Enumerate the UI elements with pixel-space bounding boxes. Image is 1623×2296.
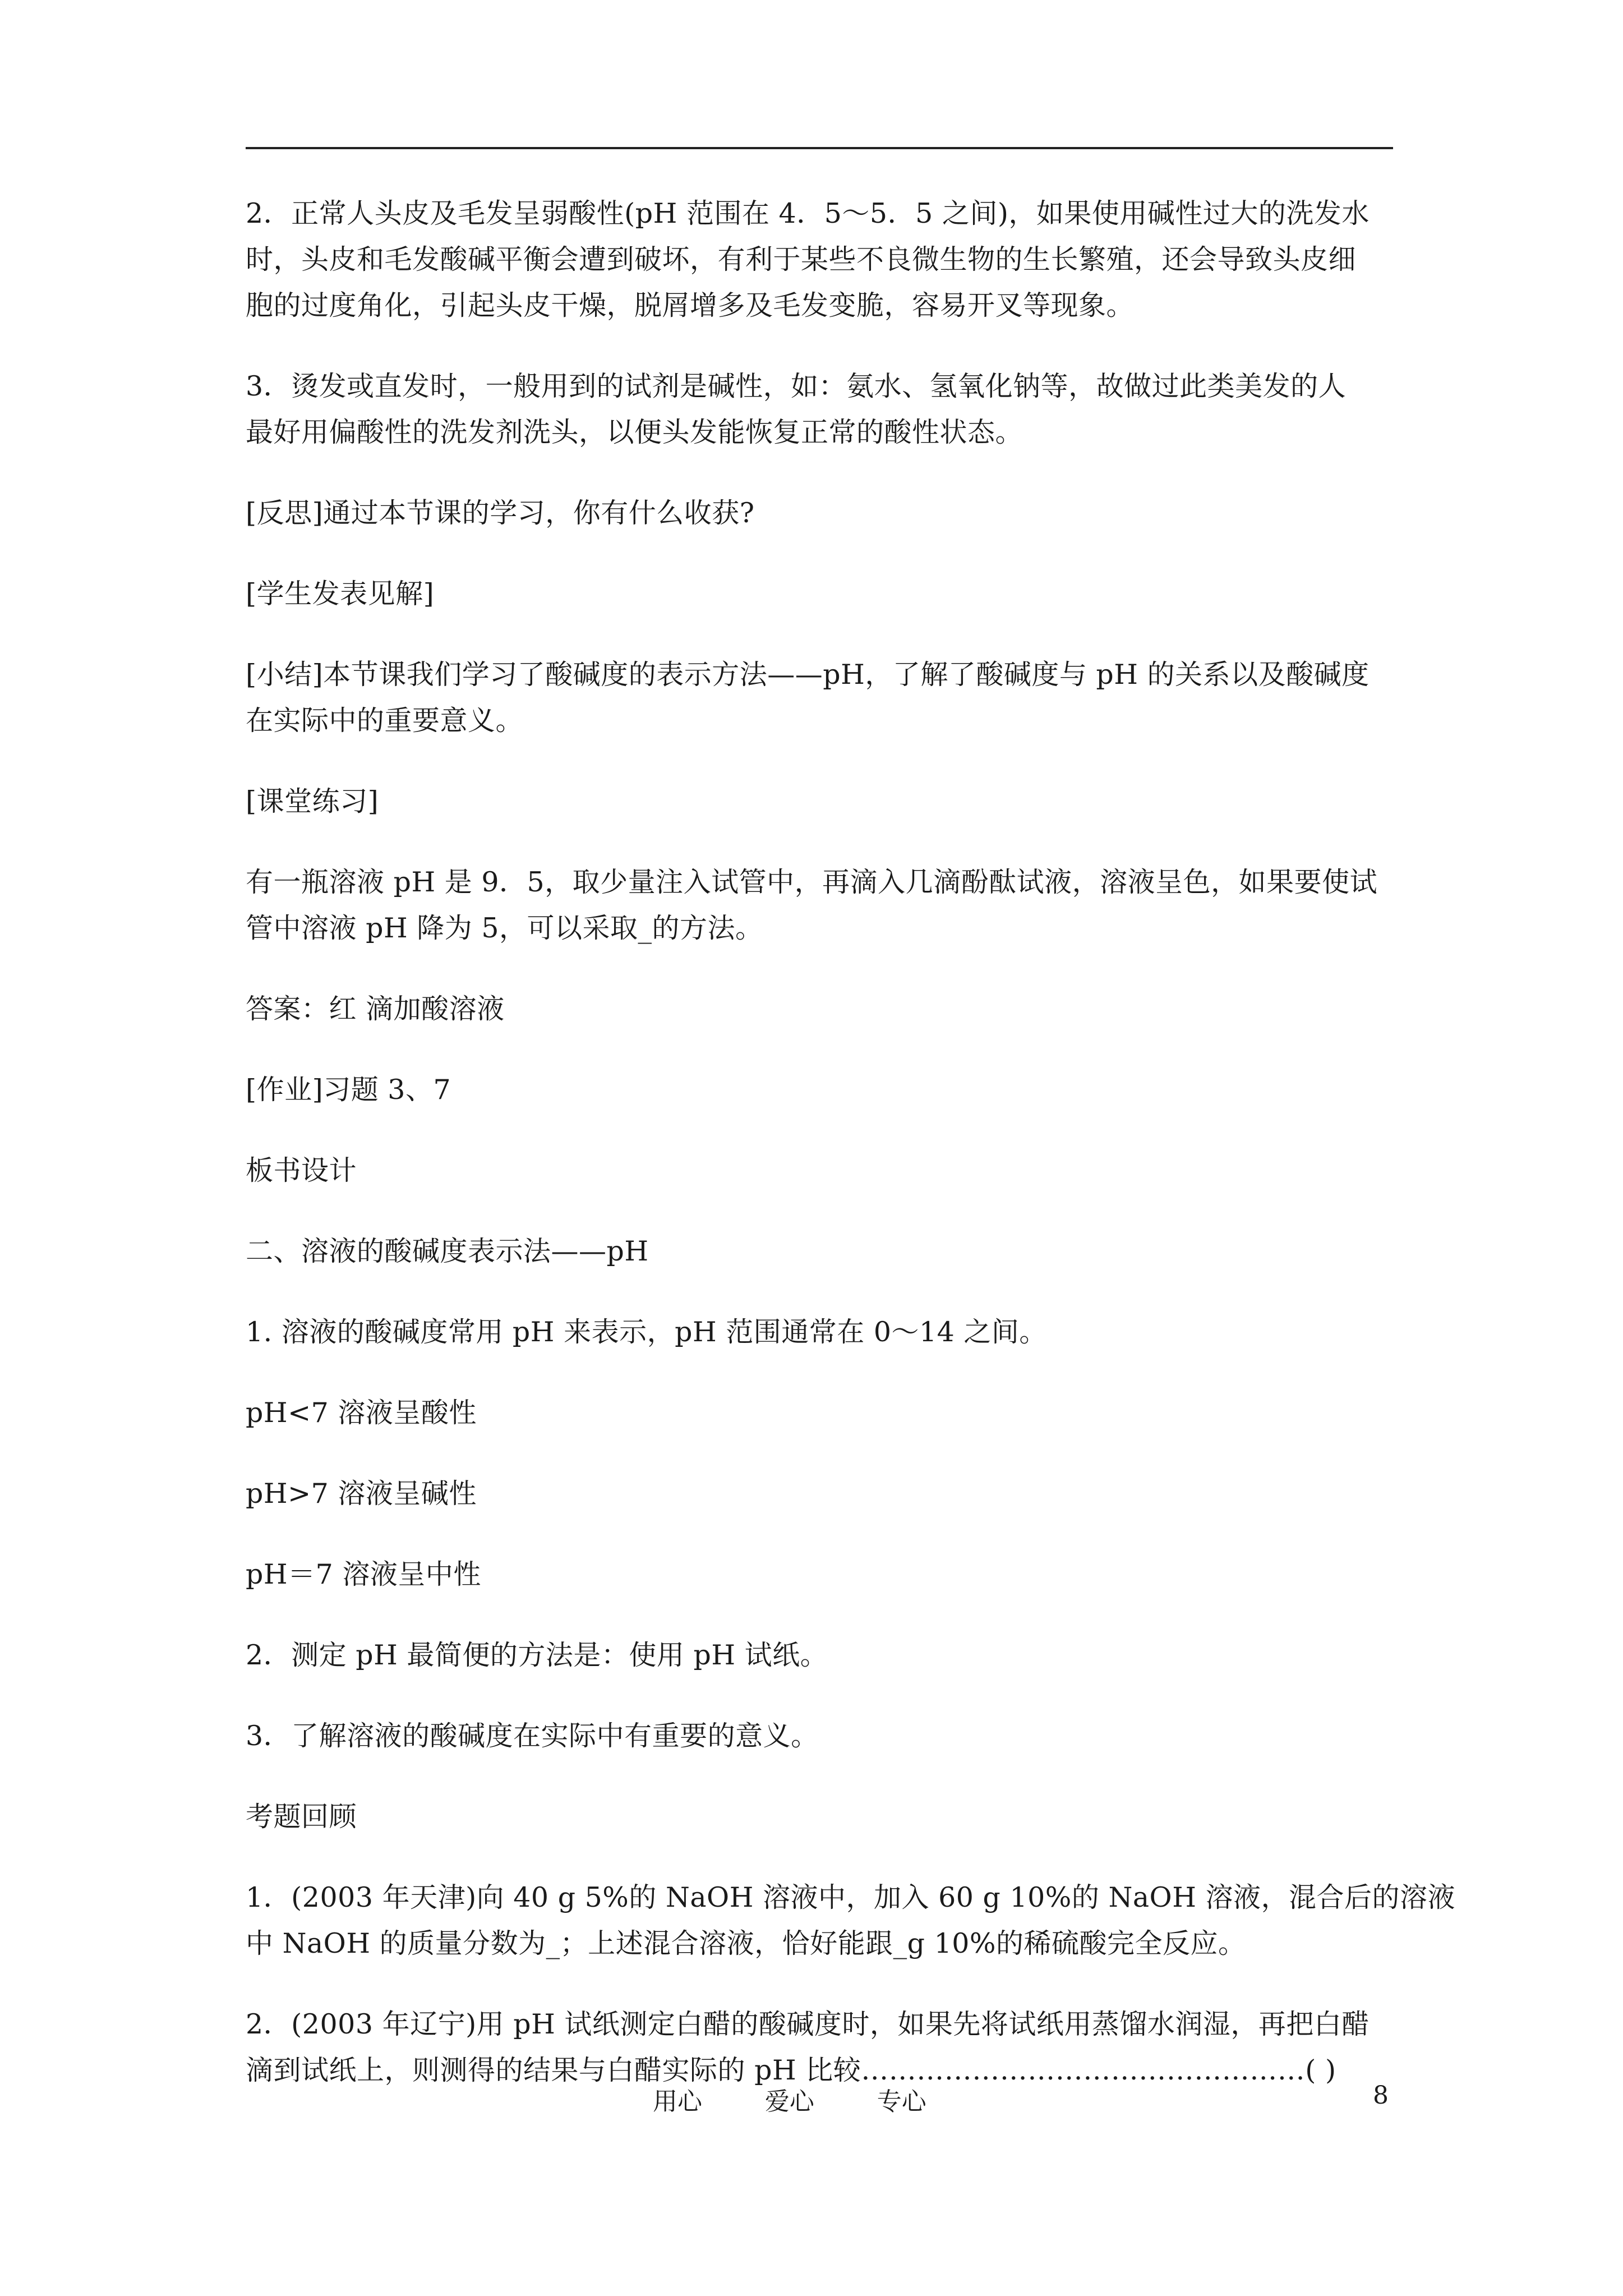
text-line: 板书设计	[246, 1154, 357, 1186]
text-line: 答案：红 滴加酸溶液	[246, 993, 505, 1025]
text-line: pH>7 溶液呈碱性	[246, 1478, 477, 1510]
text-line: 二、溶液的酸碱度表示法——pH	[246, 1235, 649, 1267]
paragraph	[246, 571, 1401, 617]
text-line: 中 NaOH 的质量分数为_；上述混合溶液，恰好能跟_g 10%的稀硫酸完全反应。	[246, 1927, 1246, 1959]
text-line: 胞的过度角化，引起头皮干燥，脱屑增多及毛发变脆，容易开叉等现象。	[246, 289, 1135, 321]
paragraph	[246, 2001, 1401, 2093]
text-line: [学生发表见解]	[246, 578, 435, 610]
text-line: 2．测定 pH 最简便的方法是：使用 pH 试纸。	[246, 1639, 828, 1671]
paragraph	[246, 1875, 1456, 1967]
text-line: 1. 溶液的酸碱度常用 pH 来表示，pH 范围通常在 0～14 之间。	[246, 1316, 1047, 1348]
text-line: pH<7 溶液呈酸性	[246, 1397, 477, 1429]
text-line: 1．(2003 年天津)向 40 g 5%的 NaOH 溶液中，加入 60 g 10%的 NaOH 溶液，混合后的溶液	[246, 1881, 1456, 1913]
paragraph	[246, 1067, 1401, 1113]
paragraph	[246, 1794, 1401, 1840]
page-footer	[0, 2081, 1623, 2120]
paragraph	[246, 1713, 1401, 1759]
text-line: 时，头皮和毛发酸碱平衡会遭到破坏，有利于某些不良微生物的生长繁殖，还会导致头皮细	[246, 243, 1357, 275]
text-line: 3．了解溶液的酸碱度在实际中有重要的意义。	[246, 1720, 819, 1752]
paragraph	[246, 779, 1401, 825]
text-line: 最好用偏酸性的洗发剂洗头，以便头发能恢复正常的酸性状态。	[246, 416, 1023, 448]
paragraph	[246, 1552, 1401, 1598]
text-line: 管中溶液 pH 降为 5，可以采取_的方法。	[246, 912, 763, 944]
text-line: [作业]习题 3、7	[246, 1074, 451, 1106]
page-number: 8	[1373, 2081, 1389, 2110]
paragraph	[246, 1309, 1401, 1355]
paragraph	[246, 859, 1401, 951]
paragraph	[246, 1390, 1401, 1436]
text-line: 滴到试纸上，则测得的结果与白醋实际的 pH 比较…………………………………………( )	[246, 2054, 1336, 2086]
text-line: [反思]通过本节课的学习，你有什么收获?	[246, 497, 755, 529]
paragraph	[246, 1471, 1401, 1517]
text-line: 在实际中的重要意义。	[246, 705, 524, 737]
paragraph	[246, 490, 1401, 536]
text-line: [小结]本节课我们学习了酸碱度的表示方法——pH，了解了酸碱度与 pH 的关系以及酸碱度	[246, 659, 1370, 691]
paragraph	[246, 1228, 1401, 1274]
text-line: 2．正常人头皮及毛发呈弱酸性(pH 范围在 4．5～5．5 之间)，如果使用碱性过大的洗发水	[246, 197, 1370, 229]
paragraph	[246, 1148, 1401, 1194]
text-line: 考题回顾	[246, 1801, 357, 1833]
paragraph	[246, 364, 1401, 455]
paragraph	[246, 191, 1401, 329]
text-line: 2．(2003 年辽宁)用 pH 试纸测定白醋的酸碱度时，如果先将试纸用蒸馏水润湿，再把白醋	[246, 2008, 1370, 2040]
text-line: [课堂练习]	[246, 785, 379, 817]
text-line: 有一瓶溶液 pH 是 9．5，取少量注入试管中，再滴入几滴酚酞试液，溶液呈色，如果要使试	[246, 866, 1378, 898]
footer-motto: 用心 爱心 专心	[653, 2087, 926, 2116]
text-line: pH＝7 溶液呈中性	[246, 1558, 481, 1590]
document-body	[246, 191, 1456, 2128]
header-rule	[246, 147, 1393, 149]
paragraph	[246, 986, 1401, 1032]
paragraph	[246, 652, 1401, 744]
text-line: 3．烫发或直发时，一般用到的试剂是碱性，如：氨水、氢氧化钠等，故做过此类美发的人	[246, 370, 1347, 402]
paragraph	[246, 1632, 1401, 1678]
